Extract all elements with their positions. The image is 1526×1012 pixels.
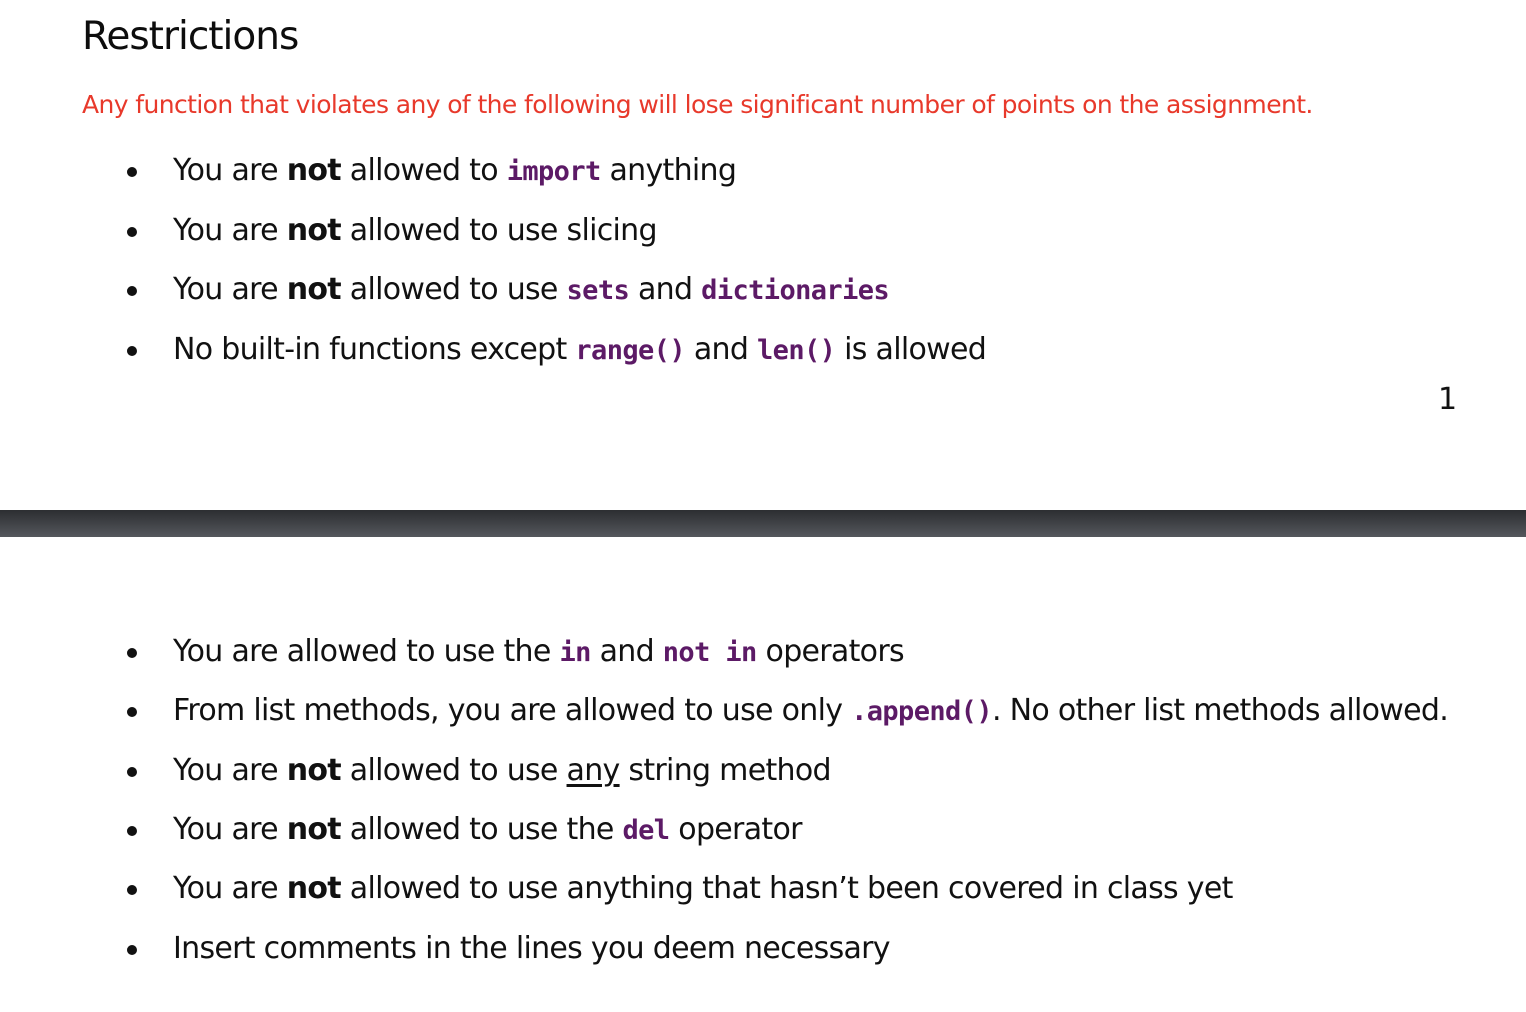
code-keyword: len() bbox=[757, 335, 836, 366]
page-separator bbox=[0, 510, 1526, 537]
rule-text-part: allowed to use bbox=[340, 753, 567, 788]
emphasis-not: not bbox=[286, 812, 341, 847]
rule-text bbox=[173, 869, 1233, 909]
rule-text-part: is allowed bbox=[835, 332, 987, 367]
rule-text-part: operators bbox=[756, 634, 904, 669]
bullet-icon bbox=[127, 286, 137, 296]
rule-text bbox=[173, 151, 736, 192]
emphasis-any: any bbox=[566, 753, 620, 788]
rule-text bbox=[173, 330, 986, 371]
rule-text-part: allowed to use the bbox=[340, 812, 623, 847]
bullet-icon bbox=[127, 648, 137, 658]
code-keyword: range() bbox=[575, 335, 685, 366]
bullet-icon bbox=[127, 885, 137, 895]
list-item bbox=[0, 632, 1526, 672]
list-item bbox=[0, 751, 1526, 791]
bullet-icon bbox=[127, 707, 137, 717]
rule-text-part: . No other list methods allowed. bbox=[992, 693, 1449, 728]
rule-text-part: allowed to use slicing bbox=[340, 213, 657, 248]
code-keyword: del bbox=[622, 815, 670, 846]
rule-text bbox=[173, 270, 889, 311]
rule-text-part: allowed to use bbox=[340, 272, 567, 307]
code-keyword: not in bbox=[662, 637, 757, 668]
rule-text-part: allowed to use anything that hasn’t been covered in class yet bbox=[340, 871, 1233, 906]
rule-text-part: You are bbox=[173, 871, 287, 906]
list-item bbox=[0, 270, 1526, 310]
emphasis-not: not bbox=[286, 272, 341, 307]
list-item bbox=[0, 330, 1526, 370]
rule-text-part: No built-in functions except bbox=[173, 332, 576, 367]
rule-text bbox=[173, 632, 904, 673]
rule-text bbox=[173, 211, 657, 251]
list-item bbox=[0, 151, 1526, 191]
list-item bbox=[0, 929, 1526, 969]
rule-text-part: and bbox=[685, 332, 758, 367]
code-keyword: sets bbox=[566, 275, 630, 306]
rule-text-part: You are bbox=[173, 213, 287, 248]
bullet-icon bbox=[127, 767, 137, 777]
bullet-icon bbox=[127, 945, 137, 955]
emphasis-not: not bbox=[286, 153, 341, 188]
code-keyword: dictionaries bbox=[701, 275, 890, 306]
rule-text-part: You are bbox=[173, 812, 287, 847]
emphasis-not: not bbox=[286, 871, 341, 906]
rule-text-part: You are bbox=[173, 272, 287, 307]
rule-text-part: From list methods, you are allowed to use only bbox=[173, 693, 852, 728]
list-item bbox=[0, 691, 1526, 731]
rule-text-part: Insert comments in the lines you deem necessary bbox=[173, 931, 890, 966]
rule-text bbox=[173, 751, 831, 791]
page-number: 1 bbox=[1438, 382, 1458, 417]
document-page-2 bbox=[0, 537, 1526, 1012]
rule-text-part: allowed to bbox=[340, 153, 507, 188]
rule-text bbox=[173, 691, 1448, 732]
list-item bbox=[0, 810, 1526, 850]
rule-text-part: You are bbox=[173, 753, 287, 788]
bullet-icon bbox=[127, 346, 137, 356]
code-keyword: import bbox=[506, 156, 601, 187]
warning-note: Any function that violates any of the following will lose significant number of points on the assignment. bbox=[82, 90, 1313, 119]
rule-text bbox=[173, 929, 890, 969]
rule-text bbox=[173, 810, 802, 851]
bullet-icon bbox=[127, 167, 137, 177]
emphasis-not: not bbox=[286, 213, 341, 248]
code-keyword: in bbox=[559, 637, 591, 668]
list-item bbox=[0, 869, 1526, 909]
rule-text-part: and bbox=[590, 634, 663, 669]
rule-text-part: string method bbox=[619, 753, 831, 788]
rule-text-part: operator bbox=[669, 812, 802, 847]
bullet-icon bbox=[127, 826, 137, 836]
rule-text-part: You are bbox=[173, 153, 287, 188]
rule-text-part: You are allowed to use the bbox=[173, 634, 560, 669]
code-keyword: .append() bbox=[851, 696, 992, 727]
emphasis-not: not bbox=[286, 753, 341, 788]
rule-text-part: and bbox=[629, 272, 702, 307]
rule-text-part: anything bbox=[600, 153, 737, 188]
section-heading: Restrictions bbox=[82, 14, 299, 59]
list-item bbox=[0, 211, 1526, 251]
bullet-icon bbox=[127, 227, 137, 237]
